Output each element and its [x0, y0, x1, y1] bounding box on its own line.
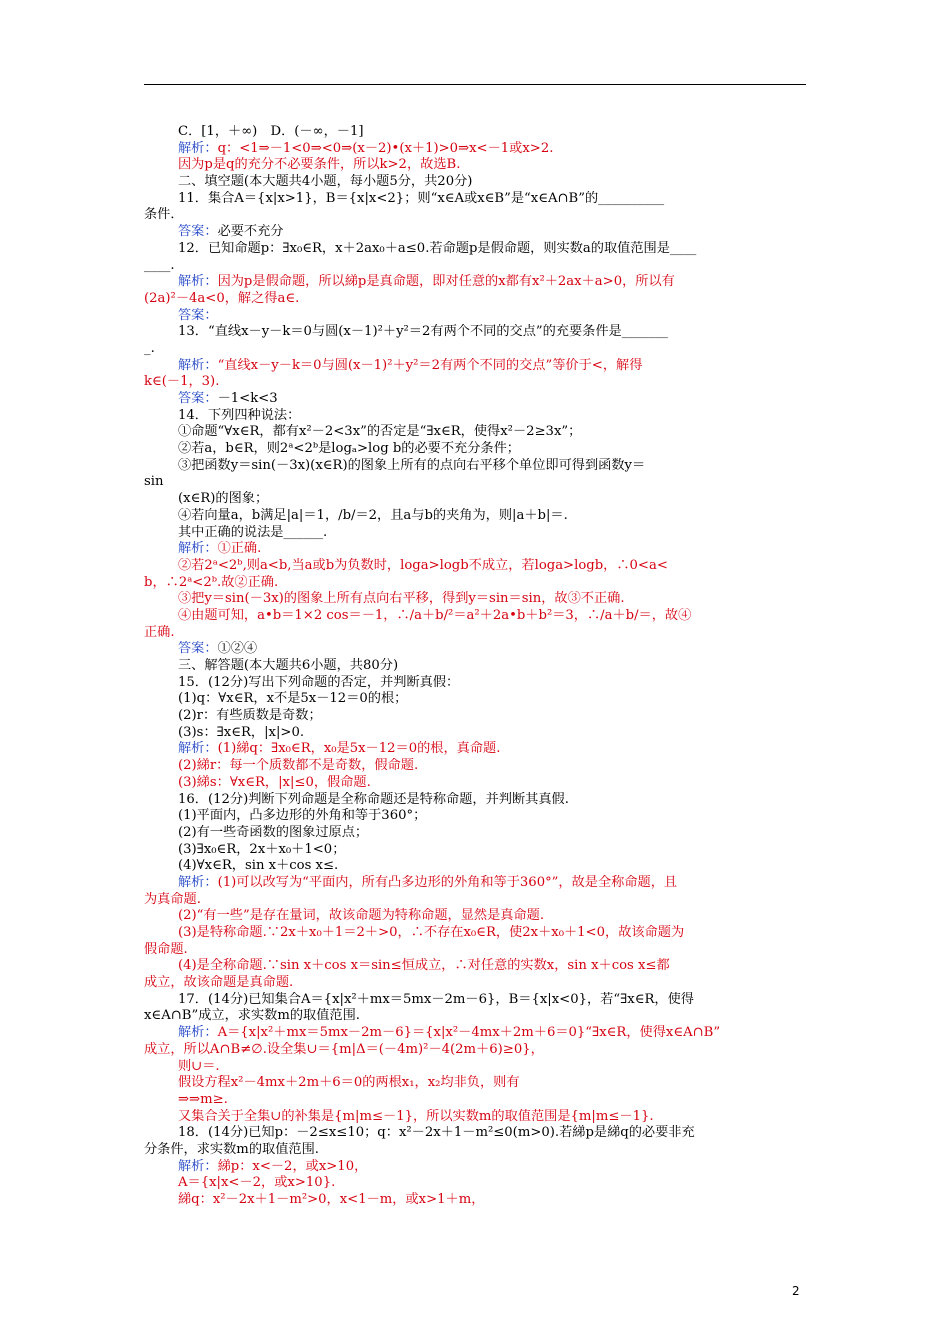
- text-line: [144, 458, 806, 475]
- text-run: (2a)²－4a<0，解之得a∈.: [144, 290, 300, 306]
- text-run: 成立，所以A∩B≠∅.设全集∪＝{m|Δ＝(－4m)²－4(2m＋6)≥0}，: [144, 1041, 544, 1057]
- text-line: [144, 925, 806, 942]
- header-rule: [144, 84, 806, 85]
- text-line: [144, 792, 806, 809]
- text-line: [144, 241, 806, 258]
- answer-label: 解析：: [178, 274, 218, 290]
- text-run: (4)是全称命题.∵sin x＋cos x＝sin≤恒成立，∴对任意的实数x，sin x＋cos x≤都: [178, 958, 670, 974]
- text-line: [144, 658, 806, 675]
- text-line: [144, 1175, 806, 1192]
- answer-label: 解析：: [178, 741, 218, 757]
- text-run: 必要不充分: [217, 224, 284, 240]
- text-run: ③把y＝sin(－3x)的图象上所有点向右平移，得到y＝sin＝sin，故③不正确.: [178, 591, 625, 607]
- text-line: [144, 942, 806, 959]
- text-run: 因为p是假命题，所以綈p是真命题，即对任意的x都有x²＋2ax＋a>0，所以有: [217, 274, 675, 290]
- text-line: [144, 408, 806, 425]
- text-line: [144, 291, 806, 308]
- text-run: ⇒⇒m≥.: [178, 1091, 228, 1107]
- text-run: 则∪＝.: [178, 1058, 220, 1074]
- text-line: [144, 625, 806, 642]
- text-line: [144, 908, 806, 925]
- text-line: [144, 892, 806, 909]
- text-line: [144, 1075, 806, 1092]
- text-line: [144, 1092, 806, 1109]
- text-line: [144, 207, 806, 224]
- text-line: [144, 858, 806, 875]
- text-run: 假设方程x²－4mx＋2m＋6＝0的两根x₁，x₂均非负，则有: [178, 1075, 520, 1091]
- text-run: k∈(－1，3).: [144, 374, 220, 390]
- text-line: [144, 274, 806, 291]
- text-line: [144, 491, 806, 508]
- text-line: [144, 1008, 806, 1025]
- text-line: [144, 741, 806, 758]
- text-line: [144, 775, 806, 792]
- text-line: [144, 508, 806, 525]
- text-run: (2)“有一些”是存在量词，故该命题为特称命题，显然是真命题.: [178, 908, 545, 924]
- answer-label: 解析：: [178, 874, 218, 890]
- text-line: [144, 708, 806, 725]
- text-run: (3)綈s：∀x∈R，|x|≤0，假命题.: [178, 774, 371, 790]
- text-run: 二、填空题(本大题共4小题，每小题5分，共20分): [178, 174, 473, 190]
- text-run: 17．(14分)已知集合A＝{x|x²＋mx＝5mx－2m－6}，B＝{x|x<0}，若“∃x∈R，使得: [178, 991, 694, 1007]
- text-line: [144, 1059, 806, 1076]
- text-line: [144, 842, 806, 859]
- text-line: [144, 958, 806, 975]
- text-run: “直线x－y－k＝0与圆(x－1)²＋y²＝2有两个不同的交点”等价于<，解得: [217, 357, 643, 373]
- text-line: [144, 575, 806, 592]
- answer-label: 答案：: [178, 307, 218, 323]
- text-run: x∈A∩B”成立，求实数m的取值范围.: [144, 1008, 360, 1024]
- text-run: 綈p：x<－2，或x>10，: [217, 1158, 368, 1174]
- text-run: _.: [144, 340, 155, 356]
- text-line: [144, 174, 806, 191]
- text-run: (1)平面内，凸多边形的外角和等于360°；: [178, 808, 427, 824]
- text-line: [144, 1109, 806, 1126]
- text-line: [144, 875, 806, 892]
- text-run: ④由题可知，a•b＝1×2 cos＝－1，∴/a＋b/²＝a²＋2a•b＋b²＝3，∴/a＋b/＝，故④: [178, 607, 692, 623]
- text-run: 16．(12分)判断下列命题是全称命题还是特称命题，并判断其真假.: [178, 791, 569, 807]
- text-run: 三、解答题(本大题共6小题，共80分): [178, 658, 399, 673]
- text-line: [144, 992, 806, 1009]
- document-body: [144, 124, 806, 1209]
- text-line: [144, 558, 806, 575]
- text-line: [144, 1142, 806, 1159]
- text-line: [144, 591, 806, 608]
- text-run: 分条件，求实数m的取值范围.: [144, 1141, 319, 1157]
- text-run: 因为p是q的充分不必要条件，所以k>2，故选B.: [178, 157, 461, 173]
- text-run: C．[1，＋∞) D．(－∞，－1]: [178, 124, 364, 139]
- text-line: [144, 141, 806, 158]
- text-line: [144, 1125, 806, 1142]
- text-line: [144, 324, 806, 341]
- text-line: [144, 1025, 806, 1042]
- answer-label: 答案：: [178, 224, 218, 240]
- text-run: q：<1⇒－1<0⇒<0⇒(x－2)•(x＋1)>0⇒x<－1或x>2.: [217, 140, 554, 156]
- text-run: (x∈R)的图象；: [178, 491, 269, 507]
- text-run: 正确.: [144, 624, 175, 640]
- text-run: 綈q：x²－2x＋1－m²>0，x<1－m，或x>1＋m，: [178, 1192, 485, 1207]
- text-run: (3)是特称命题.∵2x＋x₀＋1＝2＋>0，∴不存在x₀∈R，使2x＋x₀＋1<0，故该命题为: [178, 925, 685, 940]
- text-run: ____.: [144, 257, 175, 273]
- text-run: ①正确.: [217, 541, 262, 557]
- text-line: [144, 157, 806, 174]
- text-run: 18．(14分)已知p：－2≤x≤10；q：x²－2x＋1－m²≤0(m>0).若綈p是綈q的必要非充: [178, 1125, 695, 1141]
- text-run: ①②④: [217, 641, 258, 657]
- text-run: ②若2ᵃ<2ᵇ,则a<b,当a或b为负数时，loga>logb不成立，若loga>logb，∴0<a<: [178, 557, 668, 573]
- text-run: ③把函数y＝sin(－3x)(x∈R)的图象上所有的点向右平移个单位即可得到函数y＝: [178, 457, 646, 473]
- answer-label: 解析：: [178, 1025, 218, 1041]
- text-line: [144, 975, 806, 992]
- text-line: [144, 258, 806, 275]
- text-line: [144, 1159, 806, 1176]
- answer-label: 解析：: [178, 357, 218, 373]
- text-run: (1)q：∀x∈R，x不是5x－12＝0的根；: [178, 691, 408, 707]
- text-run: (2)有一些奇函数的图象过原点；: [178, 824, 369, 840]
- text-run: 11．集合A＝{x|x>1}，B＝{x|x<2}；则“x∈A或x∈B”是“x∈A∩B”的__________: [178, 190, 665, 206]
- text-line: [144, 641, 806, 658]
- text-run: A＝{x|x²＋mx＝5mx－2m－6}＝{x|x²－4mx＋2m＋6＝0}“∃x∈R，使得x∈A∩B”: [217, 1025, 721, 1041]
- text-line: [144, 725, 806, 742]
- text-run: (1)綈q：∃x₀∈R，x₀是5x－12＝0的根，真命题.: [217, 741, 501, 757]
- text-line: [144, 391, 806, 408]
- text-run: 14．下列四种说法：: [178, 407, 301, 423]
- text-line: [144, 441, 806, 458]
- answer-label: 解析：: [178, 541, 218, 557]
- text-run: (2)r：有些质数是奇数；: [178, 708, 322, 724]
- answer-label: 答案：: [178, 641, 218, 657]
- text-run: (3)s：∃x∈R，|x|>0.: [178, 724, 305, 740]
- text-line: [144, 341, 806, 358]
- text-line: [144, 308, 806, 325]
- text-run: 又集合关于全集∪的补集是{m|m≤－1}，所以实数m的取值范围是{m|m≤－1}.: [178, 1108, 654, 1124]
- text-line: [144, 758, 806, 775]
- text-run: b，∴2ᵃ<2ᵇ.故②正确.: [144, 574, 279, 590]
- text-run: sin: [144, 474, 164, 490]
- text-run: 假命题.: [144, 941, 188, 957]
- text-run: ①命题“∀x∈R，都有x²－2<3x”的否定是“∃x∈R，使得x²－2≥3x”；: [178, 424, 582, 440]
- text-line: [144, 1042, 806, 1059]
- text-line: [144, 525, 806, 542]
- text-line: [144, 358, 806, 375]
- text-run: 13．“直线x－y－k＝0与圆(x－1)²＋y²＝2有两个不同的交点”的充要条件是_______: [178, 324, 668, 340]
- text-line: [144, 541, 806, 558]
- text-run: 其中正确的说法是______.: [178, 524, 328, 540]
- text-run: －1<k<3: [217, 391, 278, 406]
- text-line: [144, 124, 806, 141]
- text-line: [144, 675, 806, 692]
- text-line: [144, 825, 806, 842]
- text-run: 成立，故该命题是真命题.: [144, 975, 294, 991]
- text-run: (3)∃x₀∈R，2x＋x₀＋1<0；: [178, 841, 346, 857]
- text-run: 条件．: [144, 207, 184, 223]
- text-line: [144, 474, 806, 491]
- text-line: [144, 424, 806, 441]
- text-line: [144, 191, 806, 208]
- page-number: 2: [792, 1284, 800, 1298]
- text-run: ④若向量a，b满足|a|＝1，/b/＝2，且a与b的夹角为，则|a＋b|＝.: [178, 507, 568, 523]
- text-line: [144, 608, 806, 625]
- text-run: 15．(12分)写出下列命题的否定，并判断真假：: [178, 674, 460, 690]
- answer-label: 答案：: [178, 391, 218, 406]
- answer-label: 解析：: [178, 1158, 218, 1174]
- text-run: 为真命题.: [144, 891, 201, 907]
- text-run: 12．已知命题p：∃x₀∈R，x＋2ax₀＋a≤0.若命题p是假命题，则实数a的取值范围是____: [178, 240, 697, 256]
- text-run: A＝{x|x<－2，或x>10}.: [178, 1175, 336, 1191]
- text-run: ②若a，b∈R，则2ᵃ<2ᵇ是logₐ>log b的必要不充分条件；: [178, 441, 520, 457]
- text-run: (1)可以改写为“平面内，所有凸多边形的外角和等于360°”，故是全称命题，且: [217, 874, 678, 890]
- text-line: [144, 374, 806, 391]
- text-line: [144, 808, 806, 825]
- text-line: [144, 691, 806, 708]
- text-run: (2)綈r：每一个质数都不是奇数，假命题.: [178, 758, 419, 774]
- text-line: [144, 1192, 806, 1209]
- answer-label: 解析：: [178, 140, 218, 156]
- text-run: (4)∀x∈R，sin x＋cos x≤.: [178, 858, 339, 874]
- text-line: [144, 224, 806, 241]
